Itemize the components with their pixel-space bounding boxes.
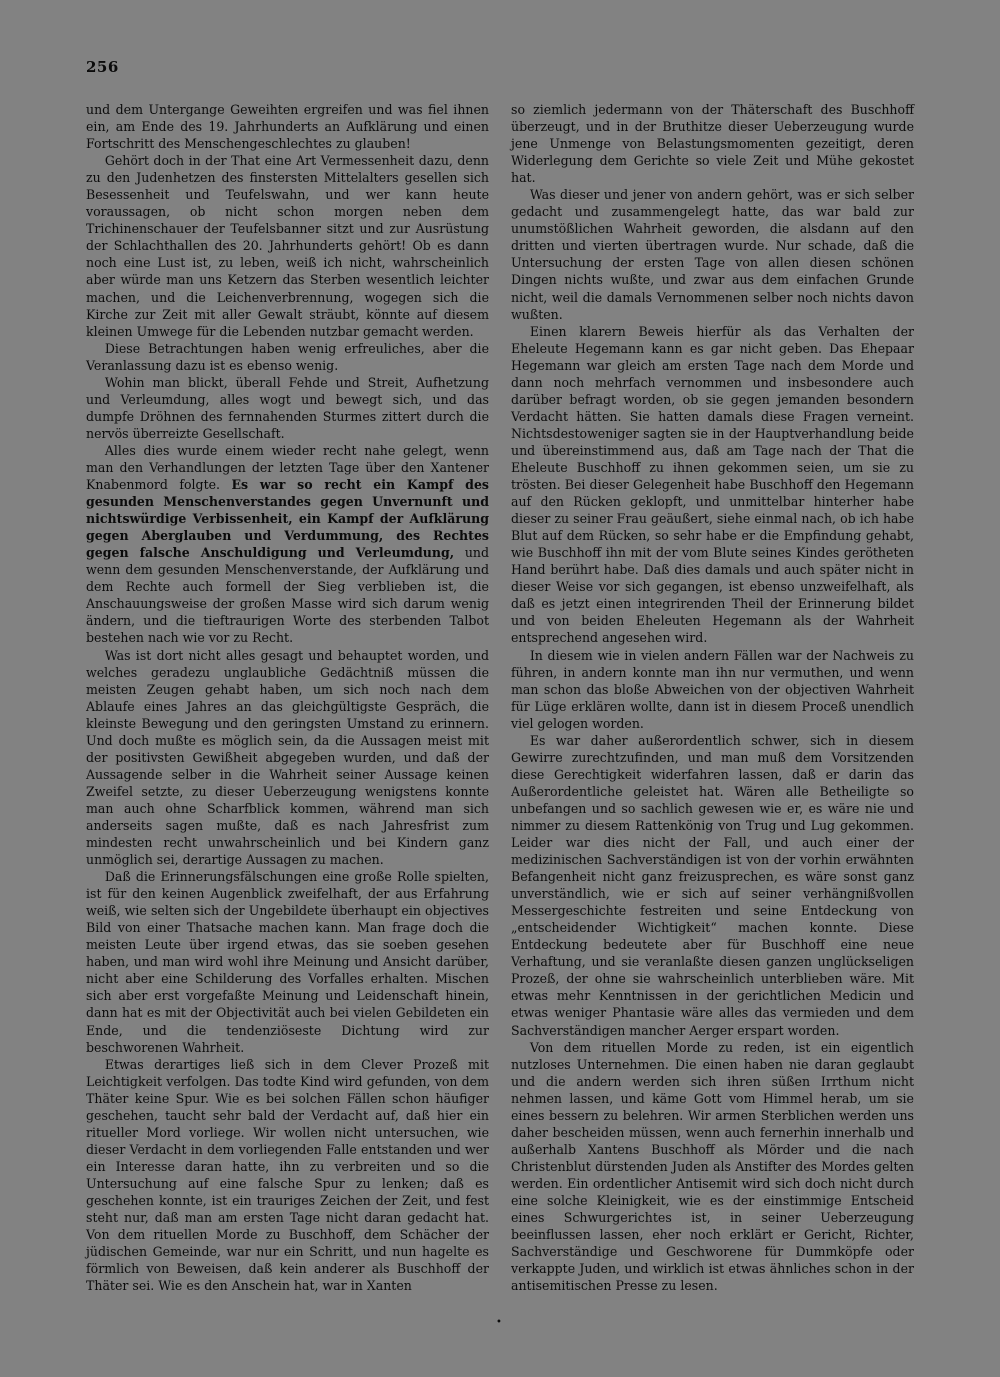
paragraph: Es war daher außerordentlich schwer, sich in diesem Gewirre zurechtzufinden, und man muß dem Vorsitzenden diese Gerechtigkeit widerfahren lassen, daß er darin das Außerordentliche geleistet hat. Wären alle Betheiligte so unbefangen und so sachlich gewesen wie er, es wäre nie und nimmer zu diesem Rattenkönig von Trug und Lug gekommen. Leider war dies nicht der Fall, und auch einer der medizinischen Sachverständigen ist von der vorhin erwähnten Befangenheit nicht ganz freizusprechen, es wäre sonst ganz unverständlich, wie er sich auf seiner verhängnißvollen Messergeschichte festreiten und seine Entdeckung von „entscheidender Wichtigkeit“ machen konnte. Diese Entdeckung bedeutete aber für Buschhoff eine neue Verhaftung, und sie veranlaßte diesen ganzen unglückseligen Prozeß, der ohne sie wahrscheinlich unterblieben wäre. Mit etwas mehr Kenntnissen in der gerichtlichen Medicin und etwas weniger Phantasie wäre alles das vermieden und dem Sachverständigen mancher Aerger erspart worden.	[511, 732, 914, 1038]
paragraph: Etwas derartiges ließ sich in dem Clever Prozeß mit Leichtigkeit verfolgen. Das todte Kind wird gefunden, von dem Thäter keine Spur. Wie es bei solchen Fällen schon häufiger geschehen, taucht sehr bald der Verdacht auf, daß hier ein ritueller Mord vorliege. Wir wollen nicht untersuchen, wie dieser Verdacht in dem vorliegenden Falle entstanden und wer ein Interesse daran hatte, ihn zu verbreiten und so die Untersuchung auf eine falsche Spur zu lenken; daß es geschehen konnte, ist ein trauriges Zeichen der Zeit, und fest steht nur, daß man am ersten Tage nicht daran gedacht hat. Von dem rituellen Morde zu Buschhoff, dem Schächer der jüdischen Gemeinde, war nur ein Schritt, und nun hagelte es förmlich von Beweisen, daß kein anderer als Buschhoff der Thäter sei. Wie es den Anschein hat, war in Xanten	[86, 1056, 489, 1294]
paragraph: Einen klarern Beweis hierfür als das Verhalten der Eheleute Hegemann kann es gar nicht geben. Das Ehepaar Hegemann war gleich am ersten Tage nach dem Morde und dann noch mehrfach vernommen und insbesondere auch darüber befragt worden, ob sie gegen jemanden besondern Verdacht hätten. Sie hatten damals diese Fragen verneint. Nichtsdestoweniger sagten sie in der Hauptverhandlung beide und übereinstimmend aus, daß am Tage nach der That die Eheleute Buschhoff zu ihnen gekommen seien, um sie zu trösten. Bei dieser Gelegenheit habe Buschhoff den Hegemann auf den Rücken geklopft, und unmittelbar hinterher habe dieser zu seiner Frau geäußert, siehe einmal nach, ob ich habe Blut auf dem Rücken, so sehr habe er die Empfindung gehabt, wie Buschhoff ihn mit der vom Blute seines Kindes gerötheten Hand berührt habe. Daß dies damals und auch später nicht in dieser Weise vor sich gegangen, ist ebenso unzweifelhaft, als daß es jetzt einen integrirenden Theil der Erinnerung bildet und von beiden Eheleuten Hegemann als der Wahrheit entsprechend angesehen wird.	[511, 323, 914, 646]
paragraph-text: und wenn dem gesunden Menschenverstande, der Aufklärung und dem Rechte auch formell der Sieg verblieben ist, die Anschauungsweise der großen Masse wird sich darum wenig ändern, und die tieftraurigen Worte des sterbenden Talbot bestehen nach wie vor zu Recht.	[86, 545, 490, 646]
paragraph: Was ist dort nicht alles gesagt und behauptet worden, und welches geradezu unglaubliche Gedächtniß müssen die meisten Zeugen gehabt haben, um sich noch nach dem Ablaufe eines Jahres an das gleichgültigste Gespräch, die kleinste Bewegung und den geringsten Umstand zu erinnern. Und doch mußte es möglich sein, da die Aussagen meist mit der positivsten Gewißheit abgegeben wurden, und daß der Aussagende selber in die Wahrheit seiner Aussage keinen Zweifel setzte, zu dieser Ueberzeugung wenigstens konnte man auch ohne Scharfblick kommen, während man sich anderseits sagen mußte, daß es nach Jahresfrist zum mindesten recht unwahrscheinlich und bei Kindern ganz unmöglich sei, derartige Aussagen zu machen.	[86, 647, 489, 868]
right-column	[511, 101, 914, 1294]
paragraph: In diesem wie in vielen andern Fällen war der Nachweis zu führen, in andern konnte man ihn nur vermuthen, und wenn man schon das bloße Abweichen von der objectiven Wahrheit für Lüge erklären wollte, dann ist in diesem Proceß unendlich viel gelogen worden.	[511, 647, 914, 731]
footer-mark: •	[496, 1317, 502, 1328]
paragraph: so ziemlich jedermann von der Thäterschaft des Buschhoff überzeugt, und in der Bruthitze dieser Ueberzeugung wurde jene Unmenge von Belastungsmomenten gezeitigt, deren Widerlegung dem Gerichte so viele Zeit und Mühe gekostet hat.	[511, 102, 914, 186]
paragraph-text: Alles dies wurde einem wieder recht nahe gelegt, wenn man den Verhandlungen der letzten Tage über den Xantener Knabenmord folgte.	[86, 442, 489, 493]
left-column	[86, 101, 489, 1294]
paragraph-with-emphasis	[86, 442, 489, 647]
page-number: 256	[86, 58, 119, 76]
bold-emphasis: Es war so recht ein Kampf des gesunden Menschenverstandes gegen Unvernunft und nichtswürdige Verbissenheit, ein Kampf der Aufklärung gegen Aberglauben und Verdummung, des Rechtes gegen falsche Anschuldigung und Verleumdung,	[86, 477, 489, 561]
paragraph: Was dieser und jener von andern gehört, was er sich selber gedacht und zusammengelegt hatte, das war bald zur unumstößlichen Wahrheit geworden, die alsdann auf den dritten und vierten übertragen wurde. Nur schade, daß die Untersuchung der ersten Tage von allen diesen schönen Dingen nichts wußte, und zwar aus dem einfachen Grunde nicht, weil die damals Vernommenen selber noch nichts davon wußten.	[511, 187, 914, 322]
paragraph: Von dem rituellen Morde zu reden, ist ein eigentlich nutzloses Unternehmen. Die einen haben nie daran geglaubt und die andern werden sich ihren süßen Irrthum nicht nehmen lassen, und käme Gott vom Himmel herab, um sie eines bessern zu belehren. Wir armen Sterblichen werden uns daher bescheiden müssen, wenn auch fernerhin innerhalb und außerhalb Xantens Buschhoff als Mörder und die nach Christenblut dürstenden Juden als Anstifter des Mordes gelten werden. Ein ordentlicher Antisemit wird sich doch nicht durch eine solche Kleinigkeit, wie es der einstimmige Entscheid eines Schwurgerichtes ist, in seiner Ueberzeugung beeinflussen lassen, eher noch erklärt er Gericht, Richter, Sachverständige und Geschworene für Dummköpfe oder verkappte Juden, und wirklich ist etwas ähnliches schon in der antisemitischen Presse zu lesen.	[511, 1039, 914, 1294]
paragraph: und dem Untergange Geweihten ergreifen und was fiel ihnen ein, am Ende des 19. Jahrhunderts an Aufklärung und einen Fortschritt des Menschengeschlechtes zu glauben!	[86, 102, 489, 152]
paragraph: Gehört doch in der That eine Art Vermessenheit dazu, denn zu den Judenhetzen des finstersten Mittelalters gesellen sich Besessenheit und Teufelswahn, und wer kann heute voraussagen, ob nicht schon morgen neben dem Trichinenschauer der Teufelsbanner sitzt und zur Ausrüstung der Schlachthallen des 20. Jahrhunderts gehört! Ob es dann noch eine Lust ist, zu leben, weiß ich nicht, wahrscheinlich aber würde man uns Ketzern das Sterben wesentlich leichter machen, und die Leichenverbrennung, wogegen sich die Kirche zur Zeit mit aller Gewalt sträubt, könnte auf diesem kleinen Umwege für die Lebenden nutzbar gemacht werden.	[86, 153, 489, 339]
paragraph: Wohin man blickt, überall Fehde und Streit, Aufhetzung und Verleumdung, alles wogt und bewegt sich, und das dumpfe Dröhnen des fernnahenden Sturmes zittert durch die nervös überreizte Gesellschaft.	[86, 374, 489, 441]
paragraph: Daß die Erinnerungsfälschungen eine große Rolle spielten, ist für den keinen Augenblick zweifelhaft, der aus Erfahrung weiß, wie selten sich der Ungebildete überhaupt ein objectives Bild von einer Thatsache machen kann. Man frage doch die meisten Leute über irgend etwas, das sie soeben gesehen haben, und man wird wohl ihre Meinung und Ansicht darüber, nicht aber eine Schilderung des Vorfalles erhalten. Mischen sich aber erst vorgefaßte Meinung und Leidenschaft hinein, dann hat es mit der Objectivität auch bei vielen Gebildeten ein Ende, und die tendenziöseste Dichtung wird zur beschworenen Wahrheit.	[86, 869, 489, 1055]
paragraph: Diese Betrachtungen haben wenig erfreuliches, aber die Veranlassung dazu ist es ebenso wenig.	[86, 340, 489, 373]
